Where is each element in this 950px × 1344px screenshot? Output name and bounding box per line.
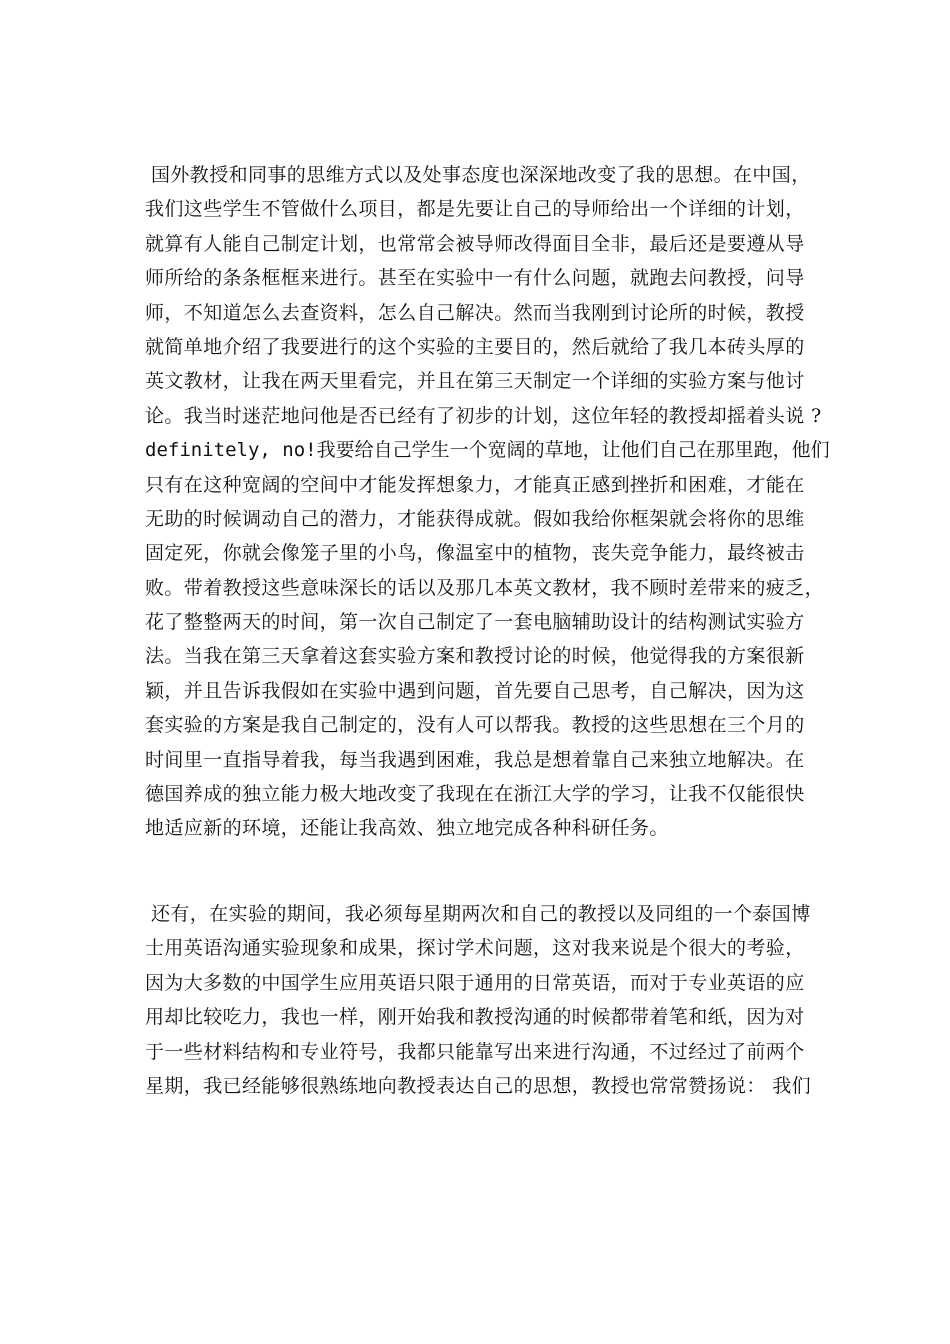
text-line: 就算有人能自己制定计划，也常常会被导师改得面目全非，最后还是要遵从导	[145, 232, 805, 255]
text-line: 败。带着教授这些意味深长的话以及那几本英文教材，我不顾时差带来的疲乏，	[145, 576, 825, 599]
text-line: 因为大多数的中国学生应用英语只限于通用的日常英语，而对于专业英语的应	[145, 971, 805, 994]
text-line: 花了整整两天的时间，第一次自己制定了一套电脑辅助设计的结构测试实验方	[145, 611, 805, 634]
text-line: 套实验的方案是我自己制定的，没有人可以帮我。教授的这些思想在三个月的	[145, 714, 805, 737]
text-line: 地适应新的环境，还能让我高效、独立地完成各种科研任务。	[145, 817, 669, 840]
text-line: 颖，并且告诉我假如在实验中遇到问题，首先要自己思考，自己解决，因为这	[145, 679, 805, 702]
text-line: 无助的时候调动自己的潜力，才能获得成就。假如我给你框架就会将你的思维	[145, 507, 805, 530]
text-line: 我们这些学生不管做什么项目，都是先要让自己的导师给出一个详细的计划，	[145, 198, 805, 221]
text-line: 用却比较吃力，我也一样，刚开始我和教授沟通的时候都带着笔和纸，因为对	[145, 1006, 805, 1029]
text-line: 就简单地介绍了我要进行的这个实验的主要目的，然后就给了我几本砖头厚的	[145, 335, 805, 358]
text-line: 于一些材料结构和专业符号，我都只能靠写出来进行沟通，不过经过了前两个	[145, 1040, 805, 1063]
text-line: 士用英语沟通实验现象和成果，探讨学术问题，这对我来说是个很大的考验，	[145, 937, 805, 960]
paragraph-1	[145, 158, 830, 846]
text-line: 时间里一直指导着我，每当我遇到困难，我总是想着靠自己来独立地解决。在	[145, 748, 805, 771]
text-line: definitely, no!我要给自己学生一个宽阔的草地，让他们自己在那里跑，他们	[145, 439, 830, 462]
text-line: 法。当我在第三天拿着这套实验方案和教授讨论的时候，他觉得我的方案很新	[145, 645, 805, 668]
text-line: 只有在这种宽阔的空间中才能发挥想象力，才能真正感到挫折和困难，才能在	[145, 473, 805, 496]
text-line: 还有，在实验的期间，我必须每星期两次和自己的教授以及同组的一个泰国博	[151, 903, 811, 925]
text-line: 英文教材，让我在两天里看完，并且在第三天制定一个详细的实验方案与他讨	[145, 370, 805, 393]
text-line: 国外教授和同事的思维方式以及处事态度也深深地改变了我的思想。在中国，	[151, 164, 811, 186]
paragraph-2	[145, 897, 812, 1103]
text-line: 论。我当时迷茫地问他是否已经有了初步的计划，这位年轻的教授却摇着头说 ?	[145, 404, 822, 427]
text-line: 德国养成的独立能力极大地改变了我现在在浙江大学的学习，让我不仅能很快	[145, 783, 805, 806]
text-line: 师，不知道怎么去查资料，怎么自己解决。然而当我刚到讨论所的时候，教授	[145, 301, 805, 324]
text-line: 星期，我已经能够很熟练地向教授表达自己的思想，教授也常常赞扬说： 我们	[145, 1074, 812, 1097]
text-line: 固定死，你就会像笼子里的小鸟，像温室中的植物，丧失竞争能力，最终被击	[145, 542, 805, 565]
text-line: 师所给的条条框框来进行。甚至在实验中一有什么问题，就跑去问教授，问导	[145, 267, 805, 290]
